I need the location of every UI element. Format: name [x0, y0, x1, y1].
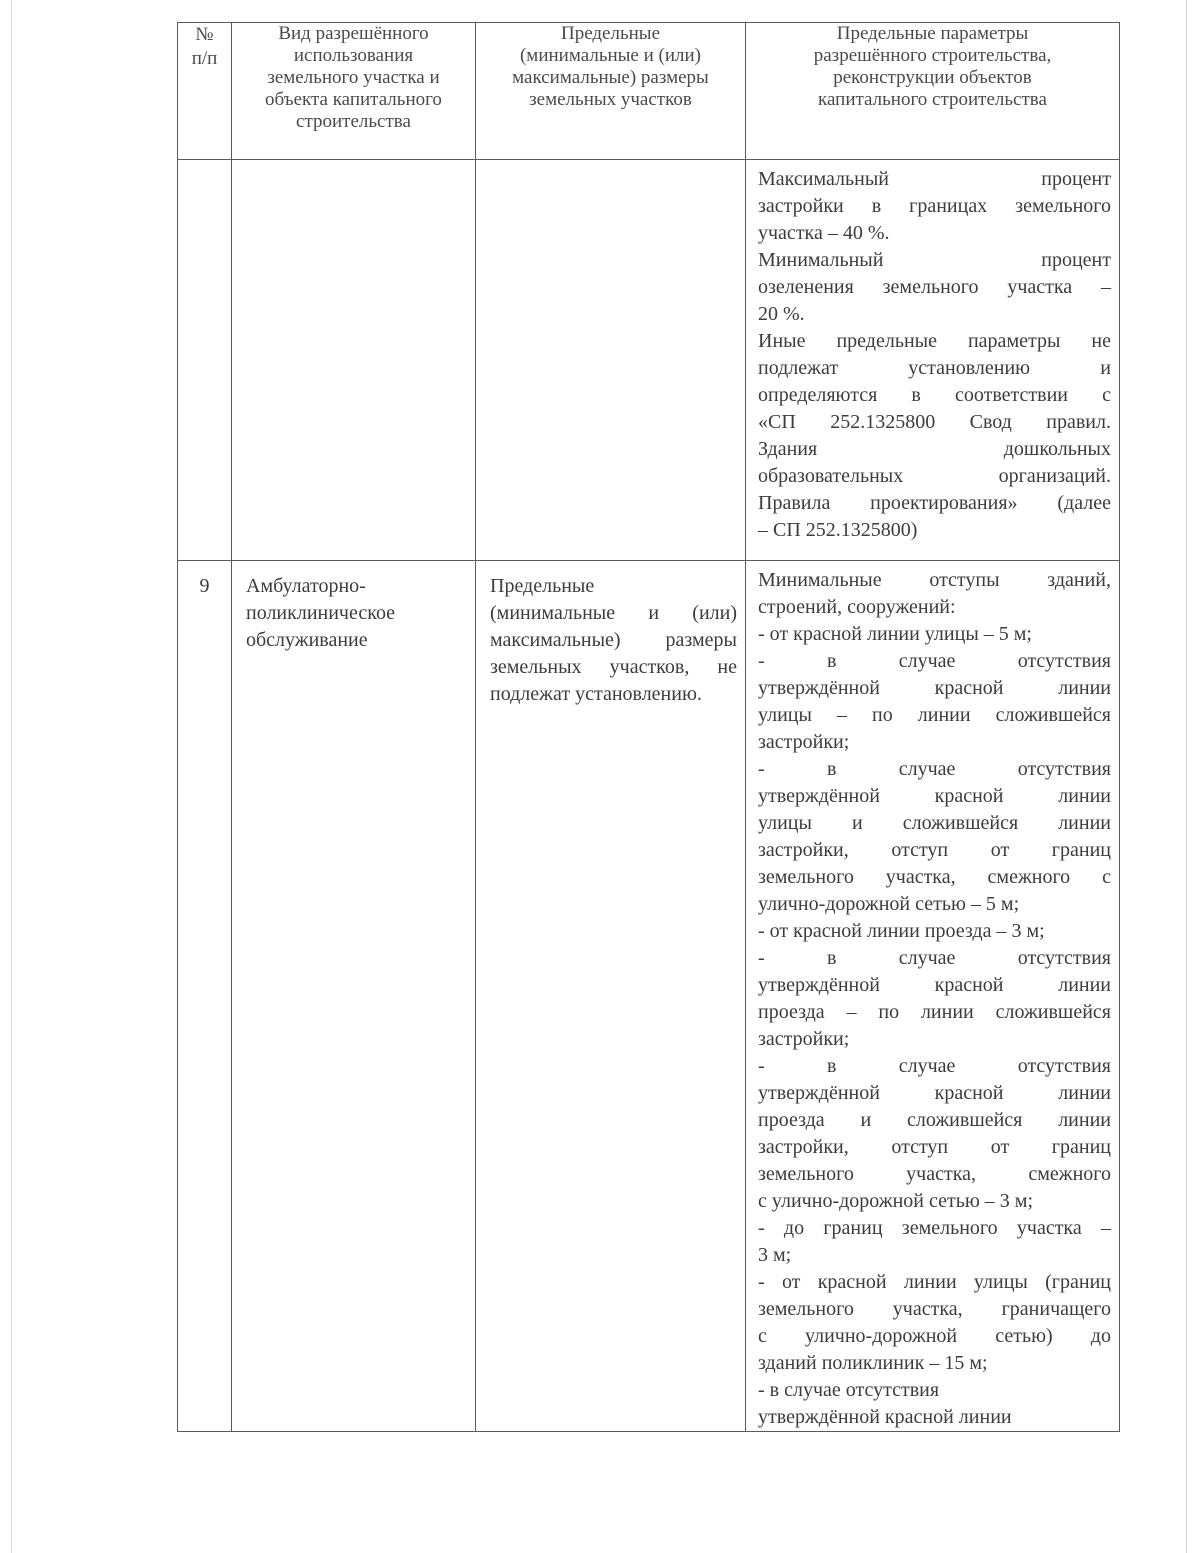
text-line: - от красной линии улицы (границ	[758, 1271, 1111, 1293]
text-line: - в случае отсутствия	[758, 1055, 1111, 1077]
scan-margin-line-left	[11, 0, 12, 1553]
text-line: улицы – по линии сложившейся	[758, 704, 1111, 726]
text-line: (минимальные и (или)	[519, 45, 701, 66]
text-line: Максимальный процент	[758, 168, 1111, 190]
header-construction-parameters	[746, 23, 1120, 160]
text-line: проезда – по линии сложившейся	[758, 1001, 1111, 1023]
text-line: с улично-дорожной сетью – 3 м;	[758, 1190, 1034, 1212]
cell-construction-parameters	[746, 561, 1120, 1432]
text-line: участка – 40 %.	[758, 222, 890, 244]
cell-type-empty	[232, 160, 476, 561]
text-line: Вид разрешённого	[278, 23, 429, 44]
text-line: объекта капитального	[265, 89, 442, 110]
text-line: строительства	[296, 111, 411, 132]
text-line: Минимальные отступы зданий,	[758, 569, 1111, 591]
text-line: подлежат установлению.	[490, 683, 702, 705]
text-line: максимальные) размеры	[512, 67, 709, 88]
text-line: проезда и сложившейся линии	[758, 1109, 1111, 1131]
text-line: Амбулаторно-	[246, 575, 366, 597]
text-line: застройки;	[758, 1028, 850, 1050]
text-line: застройки;	[758, 731, 850, 753]
text-line: (минимальные и (или)	[490, 602, 737, 624]
text-line: п/п	[191, 48, 218, 69]
text-line: застройки, отступ от границ	[758, 1136, 1111, 1158]
text-line: утверждённой красной линии	[758, 785, 1111, 807]
text-line: поликлиническое	[246, 602, 396, 624]
text-line: №	[195, 24, 214, 45]
text-line: застройки в границах земельного	[758, 195, 1111, 217]
text-line: «СП 252.1325800 Свод правил.	[758, 411, 1111, 433]
text-line: земельного участка, граничащего	[758, 1298, 1111, 1320]
text-line: земельных участков, не	[490, 656, 737, 678]
text-line: – СП 252.1325800)	[758, 519, 918, 541]
header-land-plot-sizes	[476, 23, 746, 160]
table-row-continued	[178, 160, 1120, 561]
text-line: подлежат установлению и	[758, 357, 1111, 379]
text-line: утверждённой красной линии	[758, 974, 1111, 996]
text-line: Правила проектирования» (далее	[758, 492, 1111, 514]
text-line: зданий поликлиник – 15 м;	[758, 1352, 988, 1374]
text-line: - в случае отсутствия	[758, 1379, 940, 1401]
text-line: улицы и сложившейся линии	[758, 812, 1111, 834]
text-line: строений, сооружений:	[758, 596, 956, 618]
text-line: земельного участка, смежного с	[758, 866, 1111, 888]
text-line: Минимальный процент	[758, 249, 1111, 271]
cell-sizes-empty	[476, 160, 746, 561]
text-line: земельного участка, смежного	[758, 1163, 1111, 1185]
text-line: Предельные	[490, 575, 595, 597]
text-line: - в случае отсутствия	[758, 650, 1111, 672]
text-line: утверждённой красной линии	[758, 677, 1111, 699]
text-line: утверждённой красной линии	[758, 1406, 1012, 1428]
text-line: - от красной линии улицы – 5 м;	[758, 623, 1032, 645]
text-line: застройки, отступ от границ	[758, 839, 1111, 861]
text-line: Предельные	[560, 23, 661, 44]
text-line: земельных участков	[529, 89, 692, 110]
text-line: Иные предельные параметры не	[758, 330, 1111, 352]
cell-params-continued	[746, 160, 1120, 561]
text-line: 20 %.	[758, 303, 805, 325]
text-line: 3 м;	[758, 1244, 792, 1266]
text-line: обслуживание	[246, 629, 368, 651]
text-line: реконструкции объектов	[833, 67, 1032, 88]
text-line: образовательных организаций.	[758, 465, 1111, 487]
text-line: земельного участка и	[267, 67, 440, 88]
text-line: - до границ земельного участка –	[758, 1217, 1111, 1239]
text-line: капитального строительства	[818, 89, 1047, 110]
text-line: - в случае отсутствия	[758, 947, 1111, 969]
cell-number-empty	[178, 160, 232, 561]
text-line: Здания дошкольных	[758, 438, 1111, 460]
table-row-9	[178, 561, 1120, 1432]
table-header-row	[178, 23, 1120, 160]
text-line: с улично-дорожной сетью) до	[758, 1325, 1111, 1347]
zoning-parameters-table	[177, 22, 1120, 1432]
text-line: - в случае отсутствия	[758, 758, 1111, 780]
text-line: максимальные) размеры	[490, 629, 737, 651]
text-line: озеленения земельного участка –	[758, 276, 1111, 298]
cell-permitted-use-type	[232, 561, 476, 1432]
header-number	[178, 23, 232, 160]
cell-land-plot-sizes	[476, 561, 746, 1432]
cell-row-number: 9	[178, 561, 232, 1432]
text-line: улично-дорожной сетью – 5 м;	[758, 893, 1020, 915]
text-line: утверждённой красной линии	[758, 1082, 1111, 1104]
scan-margin-line-right	[1186, 0, 1187, 1553]
header-permitted-use-type	[232, 23, 476, 160]
text-line: - от красной линии проезда – 3 м;	[758, 920, 1045, 942]
text-line: использования	[293, 45, 414, 66]
text-line: определяются в соответствии с	[758, 384, 1111, 406]
text-line: Предельные параметры	[836, 23, 1029, 44]
text-line: разрешённого строительства,	[813, 45, 1052, 66]
